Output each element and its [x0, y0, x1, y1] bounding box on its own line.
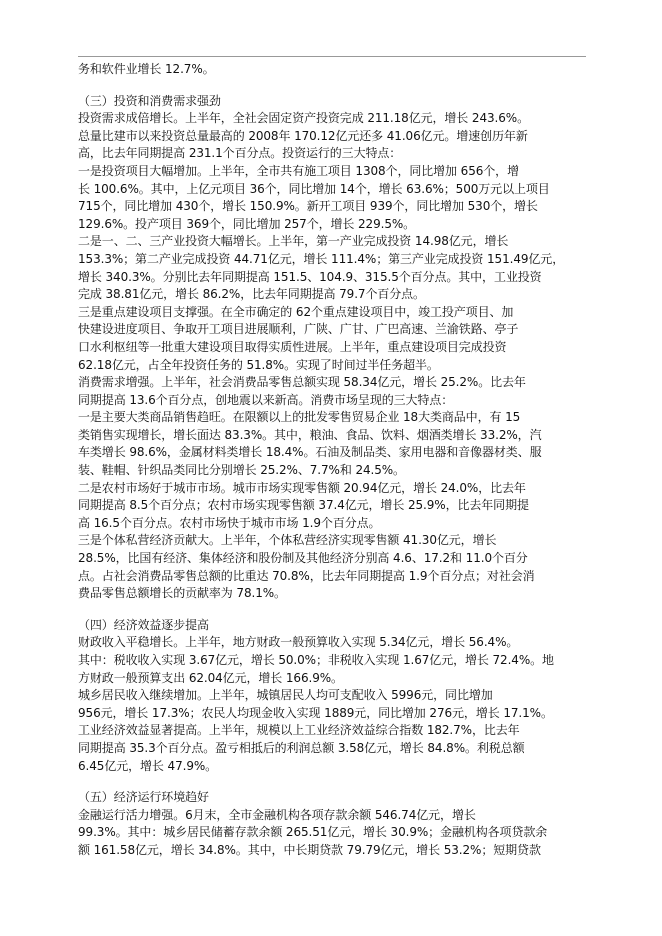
- text-line: 一是投资项目大幅增加。上半年，全市共有施工项目 1308个，同比增加 656个，增: [78, 163, 519, 178]
- section-heading: （四）经济效益逐步提高: [78, 617, 209, 632]
- text-line: 6.45亿元，增长 47.9%。: [78, 758, 218, 773]
- text-line: 投资需求成倍增长。上半年，全社会固定资产投资完成 211.18亿元，增长 243.6%。: [78, 111, 529, 126]
- text-line: 额 161.58亿元，增长 34.8%。其中，中长期贷款 79.79亿元，增长 53.2%；短期贷款: [78, 842, 541, 857]
- text-line: 715个，同比增加 430个，增长 150.9%。新开工项目 939个，同比增加 530个，增长: [78, 199, 538, 214]
- text-line: 财政收入平稳增长。上半年，地方财政一般预算收入实现 5.34亿元，增长 56.4%。: [78, 635, 519, 650]
- text-line: 62.18亿元，占全年投资任务的 51.8%。实现了时间过半任务超半。: [78, 357, 439, 372]
- text-line: 二是一、二、三产业投资大幅增长。上半年，第一产业完成投资 14.98亿元，增长: [78, 234, 509, 249]
- text-line: 点。占社会消费品零售总额的比重达 70.8%，比去年同期提高 1.9个百分点；对社会消: [78, 568, 535, 583]
- text-line: 口水利枢纽等一批重大建设项目取得实质性进展。上半年，重点建设项目完成投资: [78, 339, 507, 354]
- text-line: 消费需求增强。上半年，社会消费品零售总额实现 58.34亿元，增长 25.2%。比去年: [78, 375, 526, 390]
- text-line: 同期提高 35.3个百分点。盈亏相抵后的利润总额 3.58亿元，增长 84.8%。利税总额: [78, 740, 525, 755]
- text-line: 其中：税收收入实现 3.67亿元，增长 50.0%；非税收入实现 1.67亿元，增长 72.4%。地: [78, 653, 554, 667]
- text-line: 同期提高 13.6个百分点，创地震以来新高。消费市场呈现的三大特点：: [78, 392, 454, 407]
- text-line: 方财政一般预算支出 62.04亿元，增长 166.9%。: [78, 670, 343, 685]
- text-line: 城乡居民收入继续增加。上半年，城镇居民人均可支配收入 5996元，同比增加: [78, 688, 493, 703]
- text-line: 增长 340.3%。分别比去年同期提高 151.5、104.9、315.5个百分点。其中，工业投资: [78, 269, 542, 284]
- text-line: 高，比去年同期提高 231.1个百分点。投资运行的三大特点：: [78, 146, 402, 161]
- header-rule: [78, 56, 586, 57]
- section-gap: [78, 603, 586, 617]
- text-line: 二是农村市场好于城市市场。城市市场实现零售额 20.94亿元，增长 24.0%，比去年: [78, 480, 526, 495]
- text-line: 三是重点建设项目支撑强。在全市确定的 62个重点建设项目中，竣工投产项目、加: [78, 304, 514, 319]
- text-line: 完成 38.81亿元，增长 86.2%，比去年同期提高 79.7个百分点。: [78, 287, 425, 302]
- text-line: 956元，增长 17.3%；农民人均现金收入实现 1889元，同比增加 276元，增长 17.1%。: [78, 705, 553, 720]
- text-line: 务和软件业增长 12.7%。: [78, 62, 215, 76]
- text-line: 一是主要大类商品销售趋旺。在限额以上的批发零售贸易企业 18大类商品中，有 15: [78, 410, 521, 425]
- document-body: [78, 61, 586, 860]
- section-gap: [78, 79, 586, 93]
- text-line: 153.3%；第二产业完成投资 44.71亿元，增长 111.4%；第三产业完成投资 151.49亿元，: [78, 251, 565, 266]
- text-line: 三是个体私营经济贡献大。上半年，个体私营经济实现零售额 41.30亿元，增长: [78, 533, 497, 548]
- text-line: 129.6%。投产项目 369个，同比增加 257个，增长 229.5%。: [78, 216, 416, 231]
- section-gap: [78, 775, 586, 789]
- text-line: 总量比建市以来投资总量最高的 2008年 170.12亿元还多 41.06亿元。增速创历年新: [78, 128, 528, 143]
- text-line: 类销售实现增长，增长面达 83.3%。其中，粮油、食品、饮料、烟酒类增长 33.2%，汽: [78, 427, 542, 442]
- text-line: 费品零售总额增长的贡献率为 78.1%。: [78, 586, 286, 601]
- section-heading: （三）投资和消费需求强劲: [78, 93, 221, 108]
- text-line: 高 16.5个百分点。农村市场快于城市市场 1.9个百分点。: [78, 515, 381, 530]
- text-line: 同期提高 8.5个百分点；农村市场实现零售额 37.4亿元，增长 25.9%，比去年同期提: [78, 498, 529, 513]
- text-line: 长 100.6%。其中，上亿元项目 36个，同比增加 14个，增长 63.6%；500万元以上项目: [78, 181, 550, 196]
- text-line: 车类增长 98.6%，金属材料类增长 18.4%。石油及制品类、家用电器和音像器材类、服: [78, 445, 542, 460]
- text-line: 99.3%。其中：城乡居民储蓄存款余额 265.51亿元，增长 30.9%；金融机构各项贷款余: [78, 825, 548, 840]
- text-line: 28.5%，比国有经济、集体经济和股份制及其他经济分别高 4.6、17.2和 11.0个百分: [78, 551, 528, 566]
- text-line: 装、鞋帽、针织品类同比分别增长 25.2%、7.7%和 24.5%。: [78, 463, 405, 478]
- text-line: 金融运行活力增强。6月末，全市金融机构各项存款余额 546.74亿元，增长: [78, 807, 476, 822]
- text-line: 工业经济效益显著提高。上半年，规模以上工业经济效益综合指数 182.7%，比去年: [78, 723, 520, 738]
- text-line: 快建设进度项目、争取开工项目进展顺利，广陕、广甘、广巴高速、兰渝铁路、亭子: [78, 322, 519, 337]
- section-heading: （五）经济运行环境趋好: [78, 790, 209, 805]
